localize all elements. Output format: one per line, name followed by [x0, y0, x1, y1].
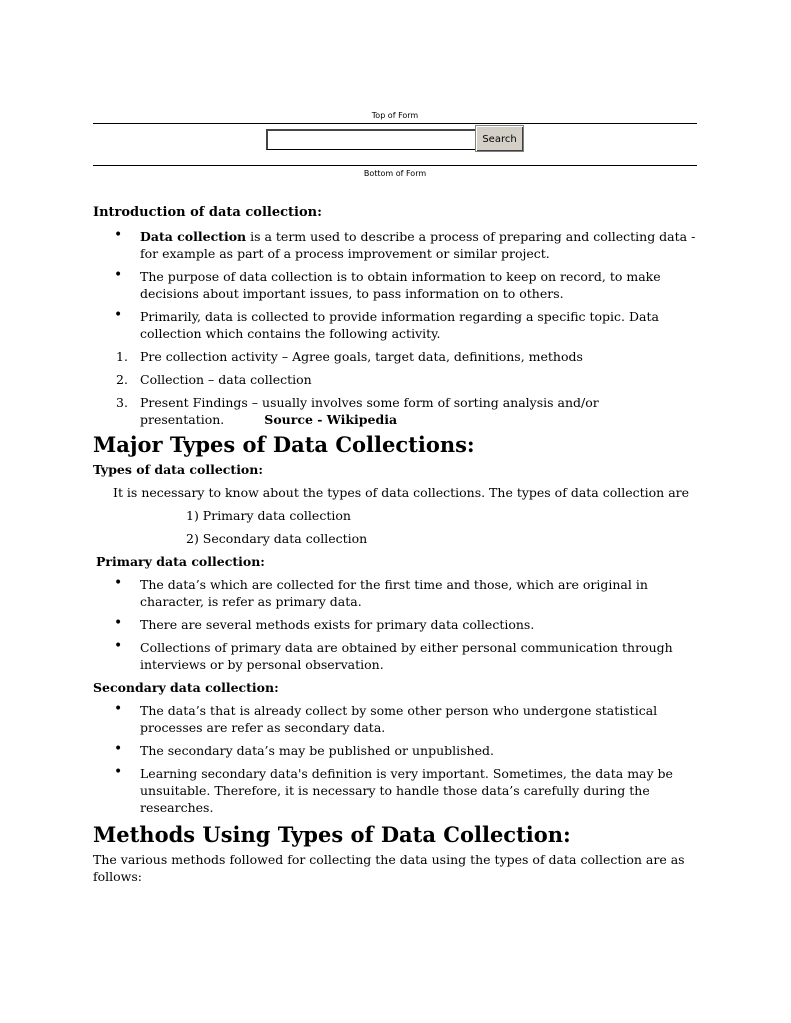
primary-bullet-list — [93, 576, 697, 673]
types-paragraph: It is necessary to know about the types of data collections. The types of data collection are — [113, 485, 690, 500]
form-top-rule — [93, 123, 697, 124]
list-item — [93, 228, 697, 262]
major-types-heading: Major Types of Data Collections: — [93, 432, 475, 457]
list-item-text: Present Findings – usually involves some form of sorting analysis and/or presentation. — [140, 395, 599, 427]
list-number: 1. — [116, 349, 128, 364]
type-item: 2) Secondary data collection — [186, 531, 368, 546]
secondary-heading: Secondary data collection: — [93, 680, 279, 695]
article-body — [93, 204, 697, 885]
list-item — [93, 371, 697, 388]
bottom-of-form-label: Bottom of Form — [363, 169, 427, 178]
list-item-text: is a term used to describe a process of preparing and collecting data - for example as part of a process improvement or similar project. — [140, 229, 696, 261]
list-item-text: Primarily, data is collected to provide information regarding a specific topic. Data collection which contains the following activity. — [140, 309, 659, 341]
intro-numbered-list — [93, 348, 697, 428]
list-item — [93, 308, 697, 342]
list-item: • The secondary data’s may be published or unpublished. — [93, 742, 697, 759]
list-item: • There are several methods exists for primary data collections. — [93, 616, 697, 633]
search-button[interactable]: Search — [475, 125, 524, 152]
list-item — [93, 348, 697, 365]
form-bottom-rule — [93, 165, 697, 166]
list-item: • Collections of primary data are obtained by either personal communication through interviews or by personal observation. — [93, 639, 697, 673]
top-of-form-label: Top of Form — [371, 111, 419, 120]
methods-paragraph: The various methods followed for collecting the data using the types of data collection are as follows: — [93, 852, 685, 884]
list-item — [93, 394, 697, 428]
list-item-text: Pre collection activity – Agree goals, target data, definitions, methods — [140, 349, 583, 364]
list-item: • The data’s which are collected for the first time and those, which are original in character, is refer as primary data. — [93, 576, 697, 610]
list-item: • The data’s that is already collect by some other person who undergone statistical processes are refer as secondary data. — [93, 702, 697, 736]
list-item: • Learning secondary data's definition is very important. Sometimes, the data may be unsuitable. Therefore, it is necessary to handle those data’s carefully during the researches. — [93, 765, 697, 816]
intro-heading: Introduction of data collection: — [93, 205, 322, 220]
term-bold: Data collection — [140, 229, 247, 244]
list-item-text: Collection – data collection — [140, 372, 312, 387]
type-item: 1) Primary data collection — [186, 508, 351, 523]
types-subheading: Types of data collection: — [93, 462, 263, 477]
list-item — [93, 268, 697, 302]
intro-bullet-list — [93, 228, 697, 342]
methods-heading: Methods Using Types of Data Collection: — [93, 822, 571, 847]
primary-heading: Primary data collection: — [96, 554, 265, 569]
list-number: 3. — [116, 395, 128, 410]
secondary-bullet-list — [93, 702, 697, 816]
source-citation: Source - Wikipedia — [264, 412, 398, 427]
list-number: 2. — [116, 372, 128, 387]
search-input[interactable] — [266, 129, 477, 150]
list-item-text: The purpose of data collection is to obtain information to keep on record, to make decisions about important issues, to pass information on to others. — [140, 269, 661, 301]
